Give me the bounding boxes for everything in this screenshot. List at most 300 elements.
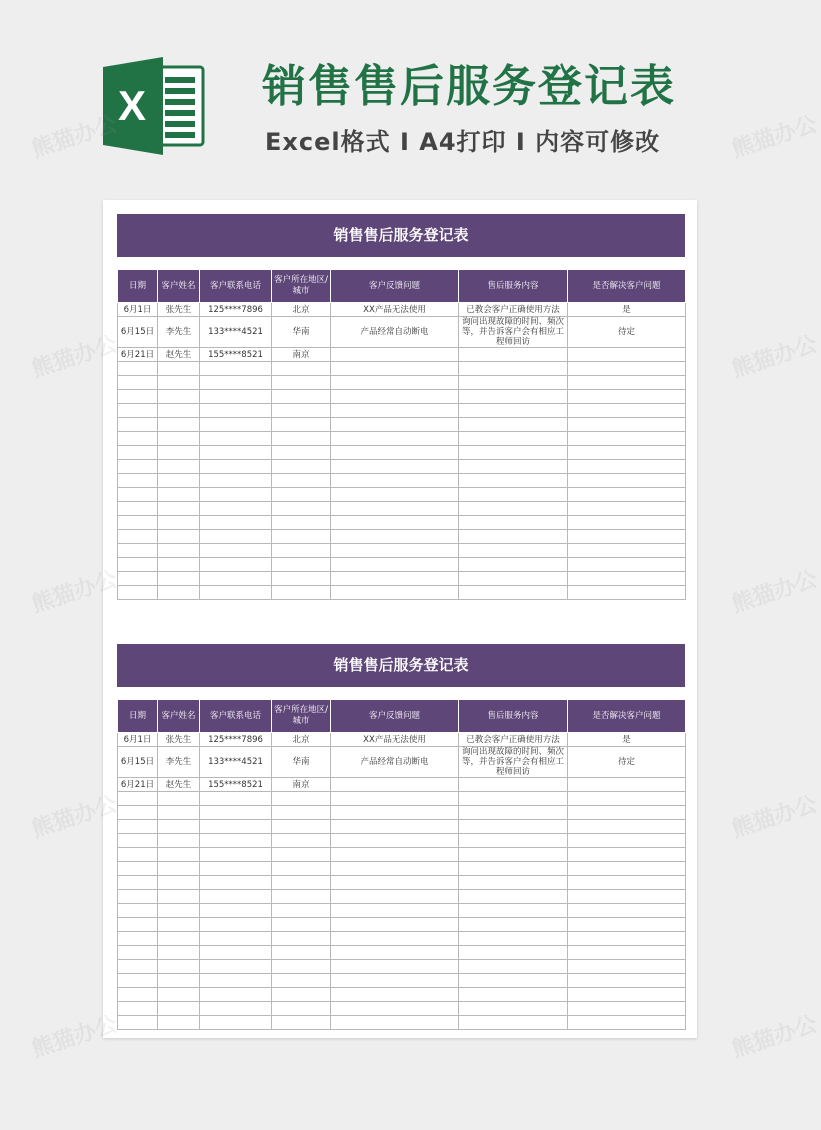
excel-logo-icon xyxy=(103,57,207,155)
table-cell[interactable] xyxy=(158,572,200,586)
table-cell[interactable] xyxy=(200,862,272,876)
table-cell[interactable]: 125****7896 xyxy=(200,733,272,747)
table-cell[interactable] xyxy=(272,404,331,418)
table-cell[interactable] xyxy=(200,876,272,890)
table-cell[interactable] xyxy=(118,446,158,460)
table-cell[interactable] xyxy=(118,820,158,834)
table-cell[interactable] xyxy=(331,834,459,848)
table-cell[interactable] xyxy=(272,862,331,876)
table-cell[interactable] xyxy=(118,988,158,1002)
table-row xyxy=(118,303,686,317)
table-cell[interactable] xyxy=(158,544,200,558)
table-cell[interactable] xyxy=(331,876,459,890)
empty-row xyxy=(118,390,686,404)
table-cell[interactable]: 6月15日 xyxy=(118,317,158,348)
table-cell[interactable] xyxy=(331,544,459,558)
table-cell[interactable] xyxy=(331,404,459,418)
table-cell[interactable] xyxy=(331,862,459,876)
table-cell[interactable] xyxy=(158,932,200,946)
table-cell[interactable] xyxy=(158,862,200,876)
table-cell[interactable] xyxy=(200,544,272,558)
watermark: 熊猫办公 xyxy=(728,1011,821,1063)
table-cell[interactable] xyxy=(118,586,158,600)
table-cell[interactable] xyxy=(272,876,331,890)
table-cell[interactable] xyxy=(158,848,200,862)
table-cell[interactable] xyxy=(272,474,331,488)
table-cell[interactable] xyxy=(459,792,568,806)
table-cell[interactable] xyxy=(272,418,331,432)
empty-row xyxy=(118,806,686,820)
table-cell[interactable]: 待定 xyxy=(568,317,686,348)
table-cell[interactable] xyxy=(459,544,568,558)
table-cell[interactable] xyxy=(459,446,568,460)
table-cell[interactable]: 6月15日 xyxy=(118,747,158,778)
table-cell[interactable] xyxy=(331,792,459,806)
table-cell[interactable] xyxy=(568,488,686,502)
empty-row xyxy=(118,792,686,806)
table-cell[interactable] xyxy=(272,432,331,446)
table-cell[interactable] xyxy=(158,362,200,376)
table-cell[interactable] xyxy=(158,474,200,488)
service-sheet xyxy=(117,214,685,600)
table-cell[interactable] xyxy=(272,446,331,460)
column-header: 客户反馈问题 xyxy=(331,700,459,733)
table-cell[interactable] xyxy=(118,904,158,918)
table-cell[interactable] xyxy=(118,1002,158,1016)
table-cell[interactable] xyxy=(568,558,686,572)
table-cell[interactable]: 询问出现故障的时间、频次等，并告诉客户会有相应工程师回访 xyxy=(459,317,568,348)
table-cell[interactable] xyxy=(158,376,200,390)
table-cell[interactable] xyxy=(200,418,272,432)
table-cell[interactable] xyxy=(568,820,686,834)
table-cell[interactable] xyxy=(331,572,459,586)
table-cell[interactable] xyxy=(200,792,272,806)
table-cell[interactable]: XX产品无法使用 xyxy=(331,733,459,747)
table-cell[interactable] xyxy=(331,974,459,988)
table-cell[interactable] xyxy=(200,474,272,488)
table-cell[interactable]: 李先生 xyxy=(158,317,200,348)
table-cell[interactable] xyxy=(118,544,158,558)
table-cell[interactable] xyxy=(459,390,568,404)
table-cell[interactable] xyxy=(331,820,459,834)
table-cell[interactable] xyxy=(158,820,200,834)
table-cell[interactable] xyxy=(272,806,331,820)
table-cell[interactable] xyxy=(200,446,272,460)
table-cell[interactable] xyxy=(158,488,200,502)
table-cell[interactable] xyxy=(568,502,686,516)
table-cell[interactable] xyxy=(118,474,158,488)
table-cell[interactable] xyxy=(331,960,459,974)
table-cell[interactable] xyxy=(459,502,568,516)
table-cell[interactable] xyxy=(568,418,686,432)
table-cell[interactable] xyxy=(118,418,158,432)
table-cell[interactable] xyxy=(568,890,686,904)
table-cell[interactable] xyxy=(200,834,272,848)
table-cell[interactable] xyxy=(272,932,331,946)
table-cell[interactable] xyxy=(331,390,459,404)
table-cell[interactable] xyxy=(200,820,272,834)
table-cell[interactable] xyxy=(118,572,158,586)
table-cell[interactable] xyxy=(331,488,459,502)
table-cell[interactable] xyxy=(118,488,158,502)
table-cell[interactable] xyxy=(200,586,272,600)
table-cell[interactable] xyxy=(459,932,568,946)
table-cell[interactable] xyxy=(459,362,568,376)
table-cell[interactable] xyxy=(200,530,272,544)
table-cell[interactable] xyxy=(118,432,158,446)
table-cell[interactable] xyxy=(331,1002,459,1016)
table-cell[interactable] xyxy=(272,820,331,834)
table-cell[interactable] xyxy=(459,404,568,418)
table-cell[interactable] xyxy=(459,834,568,848)
table-cell[interactable] xyxy=(200,460,272,474)
table-cell[interactable] xyxy=(118,516,158,530)
table-cell[interactable] xyxy=(158,792,200,806)
table-cell[interactable] xyxy=(568,862,686,876)
sheet-title: 销售售后服务登记表 xyxy=(117,214,685,257)
table-row xyxy=(118,778,686,792)
table-cell[interactable]: 6月1日 xyxy=(118,303,158,317)
table-cell[interactable] xyxy=(118,918,158,932)
table-cell[interactable] xyxy=(118,932,158,946)
table-cell[interactable] xyxy=(568,460,686,474)
table-cell[interactable]: 南京 xyxy=(272,348,331,362)
table-cell[interactable] xyxy=(158,418,200,432)
table-cell[interactable]: 待定 xyxy=(568,747,686,778)
table-cell[interactable]: 已教会客户正确使用方法 xyxy=(459,733,568,747)
table-cell[interactable] xyxy=(568,404,686,418)
table-cell[interactable] xyxy=(568,988,686,1002)
table-cell[interactable] xyxy=(459,848,568,862)
table-cell[interactable] xyxy=(272,362,331,376)
table-cell[interactable] xyxy=(272,586,331,600)
table-cell[interactable] xyxy=(568,362,686,376)
table-cell[interactable] xyxy=(459,586,568,600)
table-cell[interactable] xyxy=(568,778,686,792)
table-cell[interactable] xyxy=(568,932,686,946)
table-cell[interactable] xyxy=(118,1016,158,1030)
table-cell[interactable] xyxy=(568,586,686,600)
table-cell[interactable] xyxy=(200,362,272,376)
table-cell[interactable] xyxy=(158,918,200,932)
table-cell[interactable] xyxy=(331,988,459,1002)
table-cell[interactable] xyxy=(331,432,459,446)
table-cell[interactable] xyxy=(272,516,331,530)
empty-row xyxy=(118,876,686,890)
table-cell[interactable] xyxy=(200,806,272,820)
table-cell[interactable] xyxy=(272,960,331,974)
table-cell[interactable] xyxy=(158,834,200,848)
table-cell[interactable] xyxy=(331,474,459,488)
table-cell[interactable] xyxy=(272,572,331,586)
table-cell[interactable] xyxy=(331,1016,459,1030)
table-cell[interactable] xyxy=(118,362,158,376)
table-cell[interactable] xyxy=(158,806,200,820)
table-cell[interactable] xyxy=(118,390,158,404)
table-cell[interactable] xyxy=(158,432,200,446)
table-cell[interactable] xyxy=(158,516,200,530)
table-cell[interactable] xyxy=(459,1016,568,1030)
table-cell[interactable] xyxy=(118,376,158,390)
table-cell[interactable] xyxy=(459,558,568,572)
table-cell[interactable]: 已教会客户正确使用方法 xyxy=(459,303,568,317)
table-cell[interactable] xyxy=(272,946,331,960)
table-cell[interactable] xyxy=(158,960,200,974)
table-cell[interactable]: 李先生 xyxy=(158,747,200,778)
table-cell[interactable] xyxy=(158,876,200,890)
table-cell[interactable]: XX产品无法使用 xyxy=(331,303,459,317)
table-cell[interactable] xyxy=(568,390,686,404)
table-cell[interactable] xyxy=(200,960,272,974)
table-cell[interactable] xyxy=(568,348,686,362)
table-cell[interactable] xyxy=(158,446,200,460)
table-cell[interactable] xyxy=(459,974,568,988)
table-cell[interactable]: 赵先生 xyxy=(158,778,200,792)
table-cell[interactable] xyxy=(200,932,272,946)
table-cell[interactable] xyxy=(459,862,568,876)
table-cell[interactable] xyxy=(568,904,686,918)
table-cell[interactable] xyxy=(200,572,272,586)
table-cell[interactable] xyxy=(459,376,568,390)
table-cell[interactable] xyxy=(331,348,459,362)
table-cell[interactable]: 产品经常自动断电 xyxy=(331,747,459,778)
table-cell[interactable] xyxy=(118,806,158,820)
table-cell[interactable] xyxy=(272,904,331,918)
table-cell[interactable]: 6月1日 xyxy=(118,733,158,747)
table-cell[interactable] xyxy=(118,502,158,516)
table-cell[interactable] xyxy=(331,778,459,792)
table-cell[interactable] xyxy=(459,890,568,904)
table-cell[interactable] xyxy=(118,960,158,974)
empty-row xyxy=(118,946,686,960)
table-cell[interactable]: 询问出现故障的时间、频次等，并告诉客户会有相应工程师回访 xyxy=(459,747,568,778)
table-cell[interactable] xyxy=(200,516,272,530)
table-cell[interactable] xyxy=(568,792,686,806)
column-header: 售后服务内容 xyxy=(459,270,568,303)
table-cell[interactable] xyxy=(459,918,568,932)
table-cell[interactable]: 133****4521 xyxy=(200,747,272,778)
table-cell[interactable] xyxy=(200,376,272,390)
table-cell[interactable] xyxy=(118,558,158,572)
table-cell[interactable] xyxy=(158,558,200,572)
table-cell[interactable] xyxy=(331,446,459,460)
table-cell[interactable] xyxy=(158,586,200,600)
table-cell[interactable] xyxy=(200,890,272,904)
table-cell[interactable] xyxy=(118,890,158,904)
table-cell[interactable] xyxy=(331,460,459,474)
table-cell[interactable] xyxy=(118,974,158,988)
table-cell[interactable] xyxy=(158,530,200,544)
table-cell[interactable] xyxy=(459,530,568,544)
empty-row xyxy=(118,834,686,848)
table-cell[interactable] xyxy=(331,586,459,600)
table-cell[interactable] xyxy=(200,558,272,572)
column-header: 客户联系电话 xyxy=(200,700,272,733)
table-cell[interactable]: 赵先生 xyxy=(158,348,200,362)
table-cell[interactable] xyxy=(200,1016,272,1030)
table-cell[interactable] xyxy=(118,848,158,862)
table-cell[interactable] xyxy=(158,974,200,988)
table-cell[interactable] xyxy=(158,946,200,960)
table-cell[interactable] xyxy=(272,502,331,516)
table-cell[interactable] xyxy=(331,806,459,820)
table-cell[interactable] xyxy=(200,390,272,404)
table-cell[interactable] xyxy=(272,834,331,848)
table-cell[interactable] xyxy=(200,502,272,516)
table-cell[interactable] xyxy=(459,488,568,502)
sheet-title: 销售售后服务登记表 xyxy=(117,644,685,687)
table-cell[interactable] xyxy=(158,890,200,904)
table-cell[interactable] xyxy=(459,474,568,488)
table-cell[interactable] xyxy=(118,876,158,890)
empty-row xyxy=(118,848,686,862)
table-cell[interactable]: 北京 xyxy=(272,303,331,317)
table-cell[interactable]: 北京 xyxy=(272,733,331,747)
watermark: 熊猫办公 xyxy=(728,111,821,163)
table-cell[interactable]: 155****8521 xyxy=(200,778,272,792)
table-cell[interactable] xyxy=(118,862,158,876)
table-cell[interactable] xyxy=(459,988,568,1002)
empty-row xyxy=(118,558,686,572)
table-cell[interactable] xyxy=(272,390,331,404)
table-cell[interactable] xyxy=(272,1002,331,1016)
table-cell[interactable] xyxy=(331,376,459,390)
table-cell[interactable]: 南京 xyxy=(272,778,331,792)
table-cell[interactable] xyxy=(272,890,331,904)
table-cell[interactable] xyxy=(118,530,158,544)
table-cell[interactable] xyxy=(331,848,459,862)
table-cell[interactable] xyxy=(331,530,459,544)
table-cell[interactable] xyxy=(118,946,158,960)
table-cell[interactable] xyxy=(459,778,568,792)
table-cell[interactable] xyxy=(200,848,272,862)
table-cell[interactable] xyxy=(158,502,200,516)
table-cell[interactable] xyxy=(568,960,686,974)
table-cell[interactable] xyxy=(158,390,200,404)
table-cell[interactable] xyxy=(272,460,331,474)
table-cell[interactable]: 华南 xyxy=(272,747,331,778)
table-cell[interactable] xyxy=(459,572,568,586)
table-cell[interactable]: 133****4521 xyxy=(200,317,272,348)
table-cell[interactable] xyxy=(158,404,200,418)
table-cell[interactable] xyxy=(459,806,568,820)
table-cell[interactable]: 6月21日 xyxy=(118,348,158,362)
table-cell[interactable] xyxy=(568,544,686,558)
table-cell[interactable] xyxy=(158,1002,200,1016)
table-cell[interactable] xyxy=(459,1002,568,1016)
table-cell[interactable]: 155****8521 xyxy=(200,348,272,362)
table-cell[interactable] xyxy=(272,988,331,1002)
table-cell[interactable] xyxy=(272,848,331,862)
table-cell[interactable]: 张先生 xyxy=(158,733,200,747)
table-cell[interactable] xyxy=(200,988,272,1002)
table-cell[interactable] xyxy=(272,558,331,572)
table-cell[interactable] xyxy=(331,890,459,904)
table-cell[interactable] xyxy=(118,792,158,806)
table-cell[interactable] xyxy=(568,946,686,960)
table-cell[interactable] xyxy=(272,918,331,932)
table-cell[interactable] xyxy=(568,974,686,988)
table-cell[interactable]: 张先生 xyxy=(158,303,200,317)
table-cell[interactable] xyxy=(200,974,272,988)
table-cell[interactable] xyxy=(459,516,568,530)
table-cell[interactable] xyxy=(331,516,459,530)
table-cell[interactable] xyxy=(568,474,686,488)
table-cell[interactable] xyxy=(331,502,459,516)
table-cell[interactable] xyxy=(568,918,686,932)
table-cell[interactable] xyxy=(331,932,459,946)
table-cell[interactable] xyxy=(200,946,272,960)
table-cell[interactable] xyxy=(158,1016,200,1030)
table-cell[interactable] xyxy=(331,918,459,932)
table-cell[interactable] xyxy=(158,460,200,474)
table-cell[interactable] xyxy=(568,834,686,848)
table-cell[interactable]: 华南 xyxy=(272,317,331,348)
table-cell[interactable] xyxy=(118,834,158,848)
table-cell[interactable] xyxy=(272,1016,331,1030)
table-cell[interactable] xyxy=(272,544,331,558)
table-cell[interactable] xyxy=(568,1016,686,1030)
table-cell[interactable]: 6月21日 xyxy=(118,778,158,792)
table-cell[interactable] xyxy=(118,404,158,418)
table-cell[interactable] xyxy=(459,820,568,834)
table-cell[interactable] xyxy=(200,904,272,918)
table-cell[interactable] xyxy=(331,946,459,960)
table-cell[interactable] xyxy=(568,432,686,446)
table-cell[interactable] xyxy=(331,904,459,918)
table-cell[interactable] xyxy=(568,848,686,862)
table-cell[interactable] xyxy=(568,1002,686,1016)
table-cell[interactable] xyxy=(200,432,272,446)
table-cell[interactable]: 产品经常自动断电 xyxy=(331,317,459,348)
table-cell[interactable] xyxy=(459,460,568,474)
empty-row xyxy=(118,376,686,390)
table-cell[interactable] xyxy=(272,974,331,988)
table-cell[interactable] xyxy=(200,404,272,418)
table-cell[interactable] xyxy=(568,530,686,544)
table-cell[interactable] xyxy=(331,558,459,572)
table-cell[interactable] xyxy=(568,572,686,586)
table-cell[interactable] xyxy=(568,376,686,390)
table-cell[interactable]: 是 xyxy=(568,733,686,747)
table-cell[interactable] xyxy=(459,960,568,974)
table-cell[interactable] xyxy=(272,792,331,806)
table-cell[interactable] xyxy=(459,904,568,918)
table-cell[interactable] xyxy=(568,516,686,530)
table-cell[interactable] xyxy=(158,988,200,1002)
table-cell[interactable] xyxy=(568,806,686,820)
table-cell[interactable] xyxy=(272,530,331,544)
table-cell[interactable] xyxy=(568,446,686,460)
table-cell[interactable] xyxy=(331,362,459,376)
table-cell[interactable] xyxy=(272,488,331,502)
table-cell[interactable] xyxy=(200,488,272,502)
table-cell[interactable] xyxy=(331,418,459,432)
table-cell[interactable] xyxy=(459,418,568,432)
table-cell[interactable] xyxy=(459,946,568,960)
table-cell[interactable] xyxy=(200,918,272,932)
table-cell[interactable] xyxy=(158,904,200,918)
table-cell[interactable] xyxy=(118,460,158,474)
table-cell[interactable] xyxy=(200,1002,272,1016)
table-cell[interactable] xyxy=(459,348,568,362)
table-cell[interactable] xyxy=(272,376,331,390)
table-cell[interactable]: 125****7896 xyxy=(200,303,272,317)
table-cell[interactable] xyxy=(568,876,686,890)
table-cell[interactable] xyxy=(459,876,568,890)
table-cell[interactable] xyxy=(459,432,568,446)
table-cell[interactable]: 是 xyxy=(568,303,686,317)
